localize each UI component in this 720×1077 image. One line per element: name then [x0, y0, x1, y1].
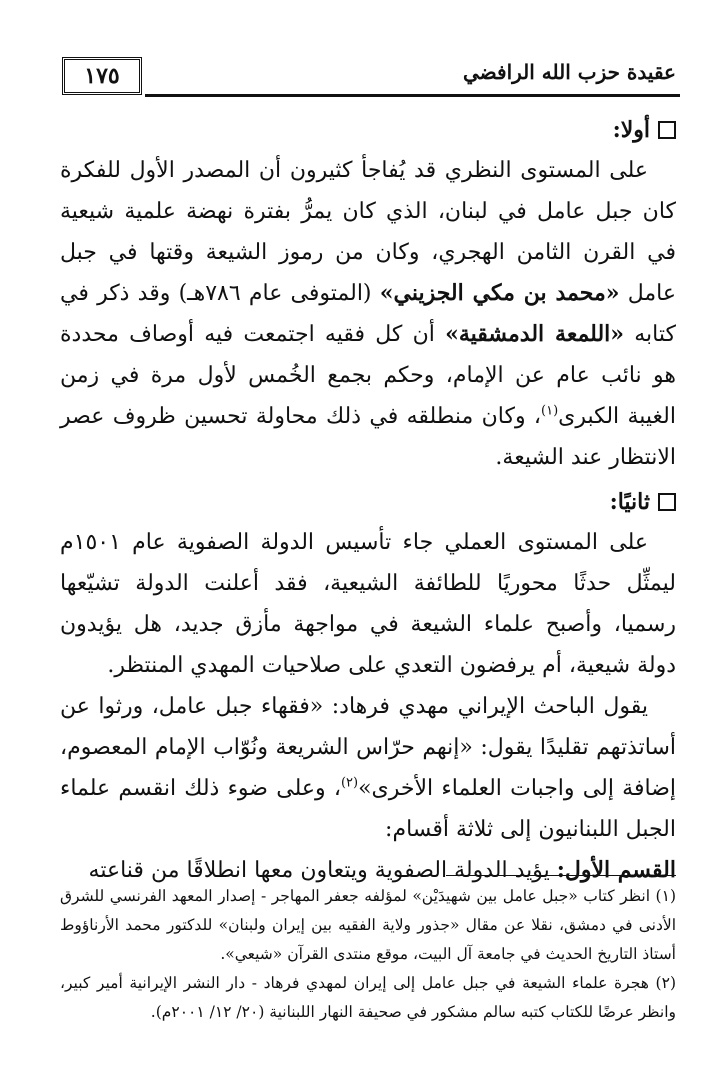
footnote-1: (١) انظر كتاب «جبل عامل بين شهيدَيْن» لمؤلفه جعفر المهاجر - إصدار المعهد الفرنسي للشرق الأدنى في دمشق، نقلا عن مقال «جذور ولاية الفقيه بين إيران ولبنان» للدكتور محمد الأرناؤوط أستاذ التاريخ الحديث في جامعة آل البيت، موقع منتدى القرآن «شيعي».: [60, 887, 676, 963]
book-title: «اللمعة الدمشقية»: [445, 321, 625, 347]
square-bullet-icon: [658, 121, 676, 139]
paragraph-text: يقول الباحث الإيراني مهدي فرهاد: «فقهاء جبل عامل، ورثوا عن أساتذتهم تقليدًا يقول: «إنهم حرّاس الشريعة ونُوّاب الإمام المعصوم، إضافة إلى واجبات العلماء الأخرى»: [60, 694, 676, 801]
paragraph-text: ، وعلى ضوء ذلك انقسم علماء الجبل اللبنانيون إلى ثلاثة أقسام:: [60, 776, 676, 842]
header-rule: [145, 94, 680, 97]
main-text: [60, 110, 676, 891]
footnote-ref-2[interactable]: (٢): [340, 775, 359, 791]
section-heading-first: [60, 110, 676, 150]
paragraph-text: أن كل فقيه اجتمعت فيه أوصاف محددة هو نائب عام عن الإمام، وحكم بجمع الخُمس لأول مرة في زمن الغيبة الكبرى: [60, 322, 676, 429]
paragraph-text: يؤيد الدولة الصفوية ويتعاون معها انطلاقًا من قناعته: [88, 858, 557, 883]
section-heading-second: [60, 482, 676, 522]
paragraph-practical: على المستوى العملي جاء تأسيس الدولة الصفوية عام ١٥٠١م ليمثِّل حدثًا محوريًا للطائفة الشيعية، فقد أعلنت الدولة تشيّعها رسميا، وأصبح علماء الشيعة في مواجهة مأزق جديد، هل يؤيدون دولة شيعية، أم يرفضون التعدي على صلاحيات المهدي المنتظر.: [60, 530, 676, 678]
section-heading-first-label: أولا:: [612, 117, 650, 143]
footnote-rule: [446, 875, 676, 876]
paragraph-theoretical: [60, 150, 676, 478]
footnote-2: (٢) هجرة علماء الشيعة في جبل عامل إلى إيران لمهدي فرهاد - دار النشر الإيرانية أمير كبير، وانظر عرضًا للكتاب كتبه سالم مشكور في صحيفة النهار اللبنانية (٢٠/ ١٢/ ٢٠٠١م).: [60, 974, 676, 1021]
running-header-title: عقيدة حزب الله الرافضي: [463, 60, 676, 84]
section-heading-second-label: ثانيًا:: [609, 489, 650, 515]
square-bullet-icon: [658, 493, 676, 511]
paragraph-text: على المستوى النظري قد يُفاجأ كثيرون أن المصدر الأول للفكرة كان جبل عامل في لبنان، الذي كان يمرُّ بفترة نهضة علمية شيعية في القرن الثامن الهجري، وكان من رموز الشيعة وقتها في جبل عامل: [60, 158, 677, 306]
paragraph-quote: [60, 686, 676, 850]
footnote-ref-1[interactable]: (١): [541, 403, 559, 419]
paragraph-text: (المتوفى عام ٧٨٦هـ) وقد ذكر في كتابه: [60, 281, 676, 347]
paragraph-text: ، وكان منطلقه في ذلك محاولة تحسين ظروف عصر الانتظار عند الشيعة.: [60, 404, 676, 470]
footnotes: [60, 882, 676, 1027]
page-number: ١٧٥: [84, 63, 120, 89]
page-number-box: [62, 57, 142, 95]
scholar-name: «محمد بن مكي الجزيني»: [379, 280, 620, 306]
group-label: القسم الأول:: [556, 857, 676, 883]
